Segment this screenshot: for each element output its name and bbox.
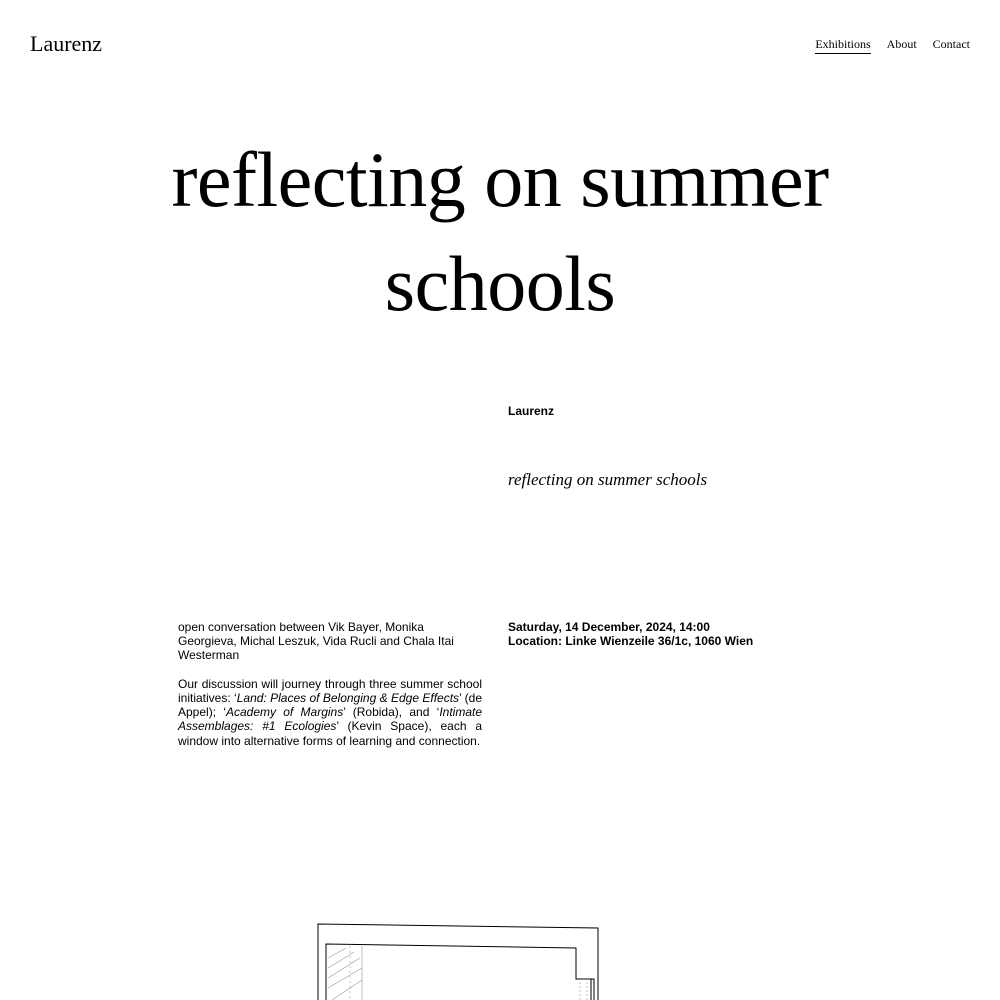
description-text: ’ (Kevin Space), each a window into alternative forms of learning and connection. xyxy=(178,719,482,748)
description-body xyxy=(178,677,482,748)
event-location: Location: Linke Wienzeile 36/1c, 1060 Wien xyxy=(508,634,754,649)
description-text: ’ (Robida), and ‘ xyxy=(343,705,440,720)
event-info xyxy=(508,620,753,648)
initiative-title: Intimate Assemblages: #1 Ecologies xyxy=(178,705,482,734)
nav-contact[interactable]: Contact xyxy=(932,37,970,51)
initiative-title: Land: Places of Belonging & Edge Effects xyxy=(236,691,460,705)
description-text: ’ (de Appel); ‘ xyxy=(178,691,482,720)
site-logo[interactable]: Laurenz xyxy=(30,31,103,56)
description xyxy=(178,620,482,762)
page-title xyxy=(0,128,1000,336)
initiative-title: Academy of Margins xyxy=(225,705,344,720)
nav-exhibitions[interactable]: Exhibitions xyxy=(815,37,870,54)
artist-name: Laurenz xyxy=(508,404,555,418)
nav-about[interactable]: About xyxy=(886,37,917,51)
exhibition-title: reflecting on summer schools xyxy=(508,470,708,489)
floor-plan-image xyxy=(310,918,610,1000)
event-date: Saturday, 14 December, 2024, 14:00 xyxy=(508,620,710,634)
description-text: Our discussion will journey through three summer school initiatives: ‘ xyxy=(178,676,482,705)
description-intro: open conversation between Vik Bayer, Monika Georgieva, Michal Leszuk, Vida Rucli and Chala Itai Westerman xyxy=(178,620,454,663)
main-nav xyxy=(815,37,970,54)
page-title-line-1: reflecting on summer xyxy=(171,136,829,223)
page-title-line-2: schools xyxy=(384,240,616,327)
